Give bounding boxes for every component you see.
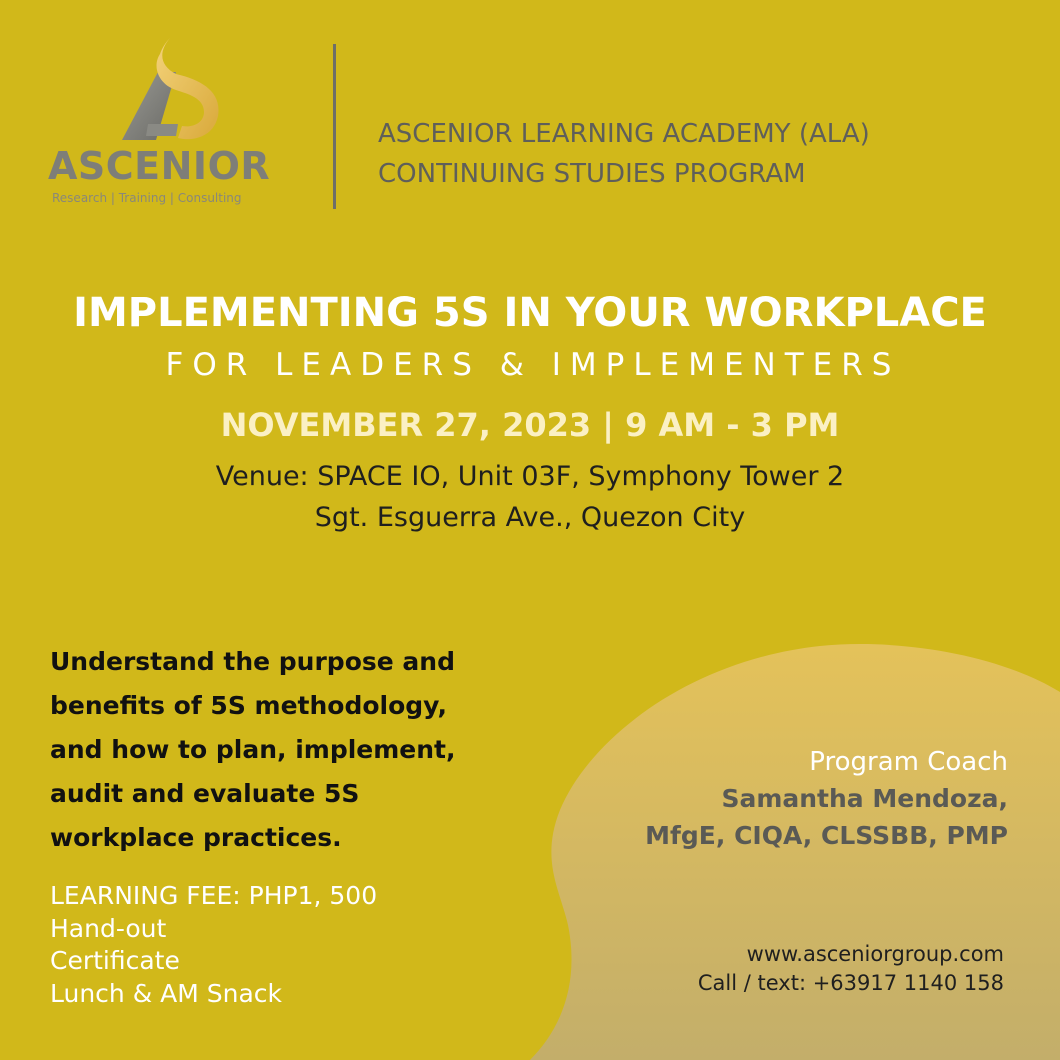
contact-info bbox=[698, 940, 1004, 998]
coach-name: Samantha Mendoza, bbox=[721, 784, 1008, 813]
learning-fee: LEARNING FEE: PHP1, 500 bbox=[50, 881, 378, 910]
coach-role: Program Coach bbox=[809, 747, 1008, 777]
event-date-time: NOVEMBER 27, 2023 | 9 AM - 3 PM bbox=[220, 406, 840, 444]
event-subtitle: FOR LEADERS & IMPLEMENTERS bbox=[165, 347, 901, 383]
website-link[interactable]: www.ascenior​group.com bbox=[746, 942, 1004, 966]
ascenior-logo bbox=[48, 36, 293, 216]
objective-line: Understand the purpose and bbox=[50, 647, 455, 676]
venue-line-1: Venue: SPACE IO, Unit 03F, Symphony Tower 2 bbox=[215, 461, 845, 492]
inclusion-item: Lunch & AM Snack bbox=[50, 978, 283, 1008]
inclusion-item: Certificate bbox=[50, 946, 180, 975]
objective-line: benefits of 5S methodology, bbox=[50, 691, 448, 720]
program-coach bbox=[645, 744, 1008, 854]
learning-fee-list bbox=[50, 880, 377, 1010]
ascenior-wordmark: ASCENIOR bbox=[48, 144, 271, 188]
phone-number: Call / text: +63917 1140 158 bbox=[697, 971, 1004, 995]
academy-line-1: ASCENIOR LEARNING ACADEMY (ALA) bbox=[378, 119, 870, 149]
academy-line-2: CONTINUING STUDIES PROGRAM bbox=[378, 159, 806, 189]
course-objective bbox=[50, 640, 520, 860]
objective-line: audit and evaluate 5S bbox=[50, 779, 360, 808]
event-title: IMPLEMENTING 5S IN YOUR WORKPLACE bbox=[73, 290, 987, 336]
academy-heading bbox=[378, 114, 870, 194]
event-venue bbox=[0, 456, 1060, 538]
ascenior-tagline: Research | Training | Consulting bbox=[52, 191, 242, 205]
objective-line: and how to plan, implement, bbox=[50, 735, 456, 764]
ascenior-a-flame-logo-icon bbox=[118, 36, 228, 144]
header-divider bbox=[333, 44, 336, 209]
coach-credentials: MfgE, CIQA, CLSSBB, PMP bbox=[645, 821, 1008, 850]
venue-line-2: Sgt. Esguerra Ave., Quezon City bbox=[314, 502, 746, 533]
objective-line: workplace practices. bbox=[50, 823, 342, 852]
inclusion-item: Hand-out bbox=[50, 913, 167, 943]
